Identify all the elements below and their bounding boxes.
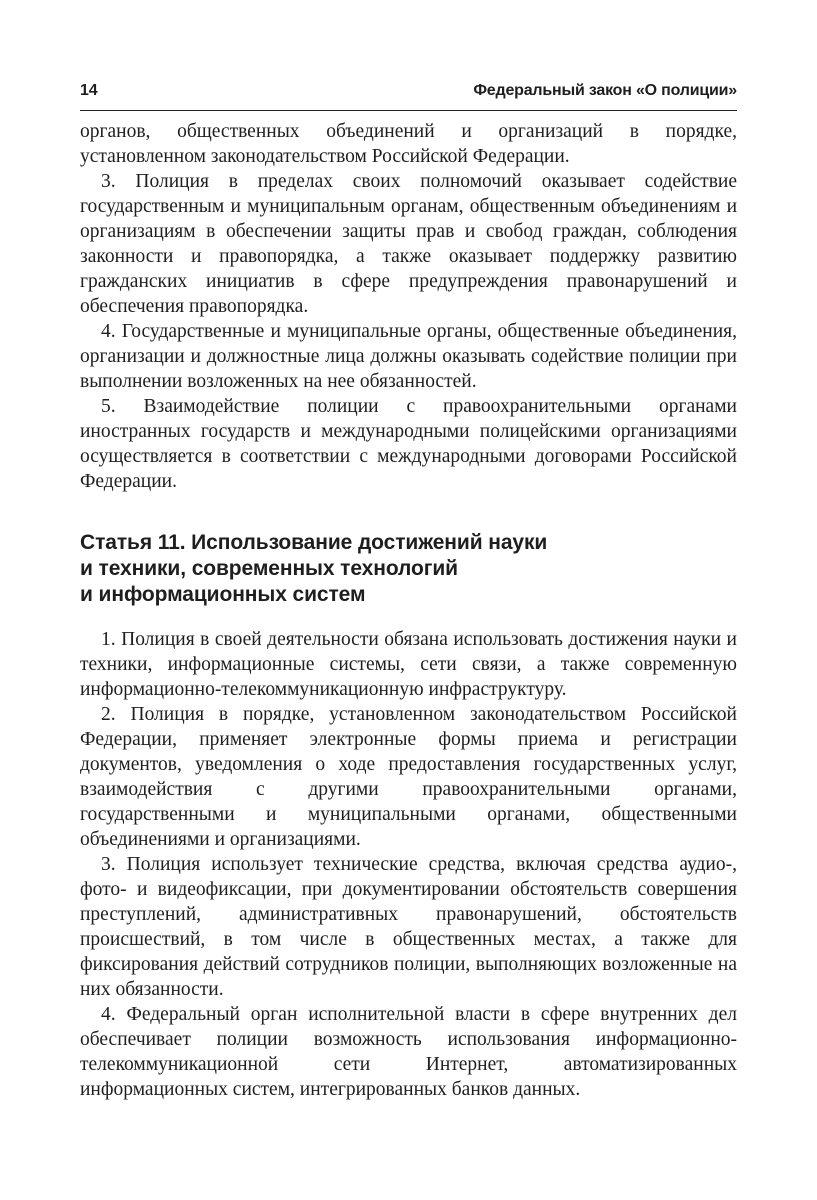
- article-11-body: [80, 627, 737, 1102]
- paragraph-4: 4. Государственные и муниципальные органы, общественные объединения, организации и должностные лица должны оказывать содействие полиции при выполнении возложенных на нее обязанностей.: [80, 321, 737, 392]
- page-number: 14: [80, 82, 98, 99]
- article-10-continuation: [80, 119, 737, 494]
- heading-line: и техники, современных технологий: [80, 557, 458, 580]
- article-11-paragraph-3: 3. Полиция использует технические средства, включая средства аудио-, фото- и видеофиксации, при документировании обстоятельств совершения преступлений, административных правонарушений, обстоятельств происшествий, в том числе в общественных местах, а также для фиксирования действий сотрудников полиции, выполняющих возложенные на них обязанности.: [80, 854, 737, 1000]
- continued-paragraph: органов, общественных объединений и организаций в порядке, установленном законодательством Российской Федерации.: [80, 121, 737, 167]
- running-title: Федеральный закон «О полиции»: [473, 82, 737, 99]
- article-11-paragraph-4: 4. Федеральный орган исполнительной власти в сфере внутренних дел обеспечивает полиции возможность использования информационно-телекоммуникационной сети Интернет, автоматизированных информационных систем, интегрированных банков данных.: [80, 1004, 737, 1100]
- article-11-heading: [80, 530, 737, 608]
- article-11-paragraph-2: 2. Полиция в порядке, установленном законодательством Российской Федерации, применяет электронные формы приема и регистрации документов, уведомления о ходе предоставления государственных услуг, взаимодействия с другими правоохранительными органами, государственными и муниципальными органами, общественными объединениями и организациями.: [80, 704, 737, 850]
- heading-line: Статья 11. Использование достижений науки: [80, 531, 548, 554]
- article-11-paragraph-1: 1. Полиция в своей деятельности обязана использовать достижения науки и техники, информационные системы, сети связи, а также современную информационно-телекоммуникационную инфраструктуру.: [80, 629, 737, 700]
- running-head: [80, 82, 737, 104]
- heading-line: и информационных систем: [80, 583, 366, 606]
- paragraph-5: 5. Взаимодействие полиции с правоохранительными органами иностранных государств и международными полицейскими организациями осуществляется в соответствии с международными договорами Российской Федерации.: [80, 396, 737, 492]
- header-rule: [80, 110, 737, 111]
- book-page: [80, 82, 737, 1102]
- paragraph-3: 3. Полиция в пределах своих полномочий оказывает содействие государственным и муниципальным органам, общественным объединениям и организациям в обеспечении защиты прав и свобод граждан, соблюдения законности и правопорядка, а также оказывает поддержку развитию гражданских инициатив в сфере предупреждения правонарушений и обеспечения правопорядка.: [80, 171, 737, 317]
